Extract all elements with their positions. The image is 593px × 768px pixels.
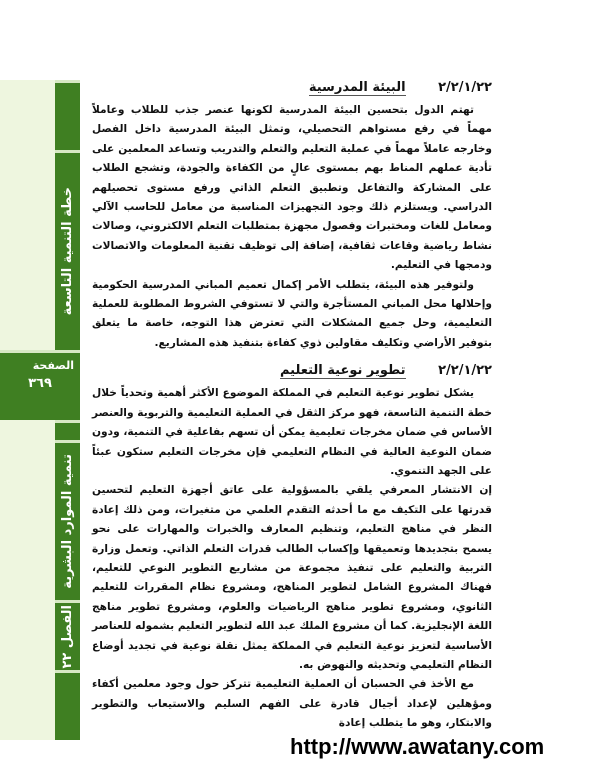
sidebar-chapter-label xyxy=(55,600,80,670)
section-title: البيئة المدرسية xyxy=(308,80,406,95)
plan-title-text: خطة التنمية التاسعة xyxy=(60,187,75,316)
section-number: ٢/٢/١/٢٢ xyxy=(438,363,492,379)
hr-development-text: تنمية الموارد البشرية xyxy=(60,454,75,589)
section-heading xyxy=(92,363,492,378)
sidebar-band-middle xyxy=(55,420,80,440)
paragraph: إن الانتشار المعرفي يلقي بالمسؤولية على عاتق أجهزة التعليم لتحسين قدرتها على التكيف مع ما أحدثه التقدم العلمي من متغيرات، ومن ذلك إعادة النظر في مناهج التعليم، وتنظيم المعارف والخبرات والمهارات على نحو يسمح بتجديدها وتعميقها وإكساب الطالب قدرات التعلم الذاتي. وتعمل وزارة التربية والتعليم على تنفيذ مجموعة من مشاريع التطوير النوعي للتعليم، فهناك المشروع الشامل لتطوير المناهج، ومشروع نظام المقررات للتعليم الثانوي، ومشروع تطوير مناهج الرياضيات والعلوم، ومشروع تطوير مناهج اللغة الإنجليزية. كما أن مشروع الملك عبد الله لتطوير التعليم بشموله للعناصر الأساسية لتعزيز نوعية التعليم في المملكة يمثل نقلة نوعية في تجديد أوضاع النظام التعليمي وتحديثه والنهوض به. xyxy=(92,484,492,671)
page-number: ٣٦٩ xyxy=(28,376,52,391)
sidebar-plan-label xyxy=(55,150,80,350)
sidebar-band-top xyxy=(55,80,80,150)
page-number-box xyxy=(0,350,80,420)
section-school-environment xyxy=(92,80,492,353)
section-number: ٢/٢/١/٢٢ xyxy=(438,80,492,95)
paragraph: تهتم الدول بتحسين البيئة المدرسية لكونها عنصر جذب للطلاب وعاملاً مهماً في رفع مستواهم التحصيلي، وتمثل البيئة المدرسية داخل الفصل وخارجه عاملاً مهماً في عملية التعليم والتعلم والتدريب وتساعد المعلمين على تأدية عملهم المناط بهم بمستوى عالٍ من الكفاءة والجودة، وتشجع الطلاب على المشاركة والتفاعل وتطبيق التعلم الذاتي ورفع مستوى تحصيلهم الدراسي. ويستلزم ذلك وجود التجهيزات المناسبة من معامل للحاسب الآلي ومعامل للغات ومختبرات وفصول مجهزة بمتطلبات التعلم الالكتروني، وصالات نشاط رياضية وقاعات ثقافية، إضافة إلى توظيف تقنية المعلومات والاتصالات ودمجها في التعليم. xyxy=(92,104,492,272)
sidebar-band-bottom xyxy=(55,670,80,740)
section-title: تطوير نوعية التعليم xyxy=(279,363,406,379)
section-heading xyxy=(92,80,492,95)
sidebar xyxy=(0,80,80,740)
paragraph: مع الأخذ في الحسبان أن العملية التعليمية تتركز حول وجود معلمين أكفاء ومؤهلين لإعداد أجيال قادرة على الفهم السليم والاستيعاب والتطوير والابتكار، وهو ما يتطلب إعادة xyxy=(92,678,492,730)
page-label: الصفحة xyxy=(32,359,74,372)
section-education-quality xyxy=(92,363,492,733)
watermark-url: http://www.awatany.com xyxy=(290,734,545,759)
paragraph: ولتوفير هذه البيئة، يتطلب الأمر إكمال تعميم المباني المدرسية الحكومية وإحلالها محل المباني المستأجرة والتي لا تستوفي الشروط المطلوبة للعملية التعليمية، وحل جميع المشكلات التي تعترض هذا التوجه، خاصة ما يتعلق بتوفير الأراضي وتكليف مقاولين ذوي كفاءة بتنفيذ هذه المشاريع. xyxy=(92,278,492,349)
chapter-text: الفصل ٢٢ xyxy=(60,604,75,669)
sidebar-hr-label xyxy=(55,440,80,600)
document-body xyxy=(92,80,492,734)
paragraph: يشكل تطوير نوعية التعليم في المملكة الموضوع الأكثر أهمية وتحدياً خلال خطة التنمية التاسعة، فهو مركز الثقل في العملية التعليمية والتربوية والعنصر الأساس في ضمان مخرجات تعليمية يمكن أن تسهم بفاعلية في التنمية، ودون ضمان النوعية العالية في النظام التعليمي فإن مخرجات التعليم ستكون عبئاً على الجهد التنموي. xyxy=(92,387,492,477)
